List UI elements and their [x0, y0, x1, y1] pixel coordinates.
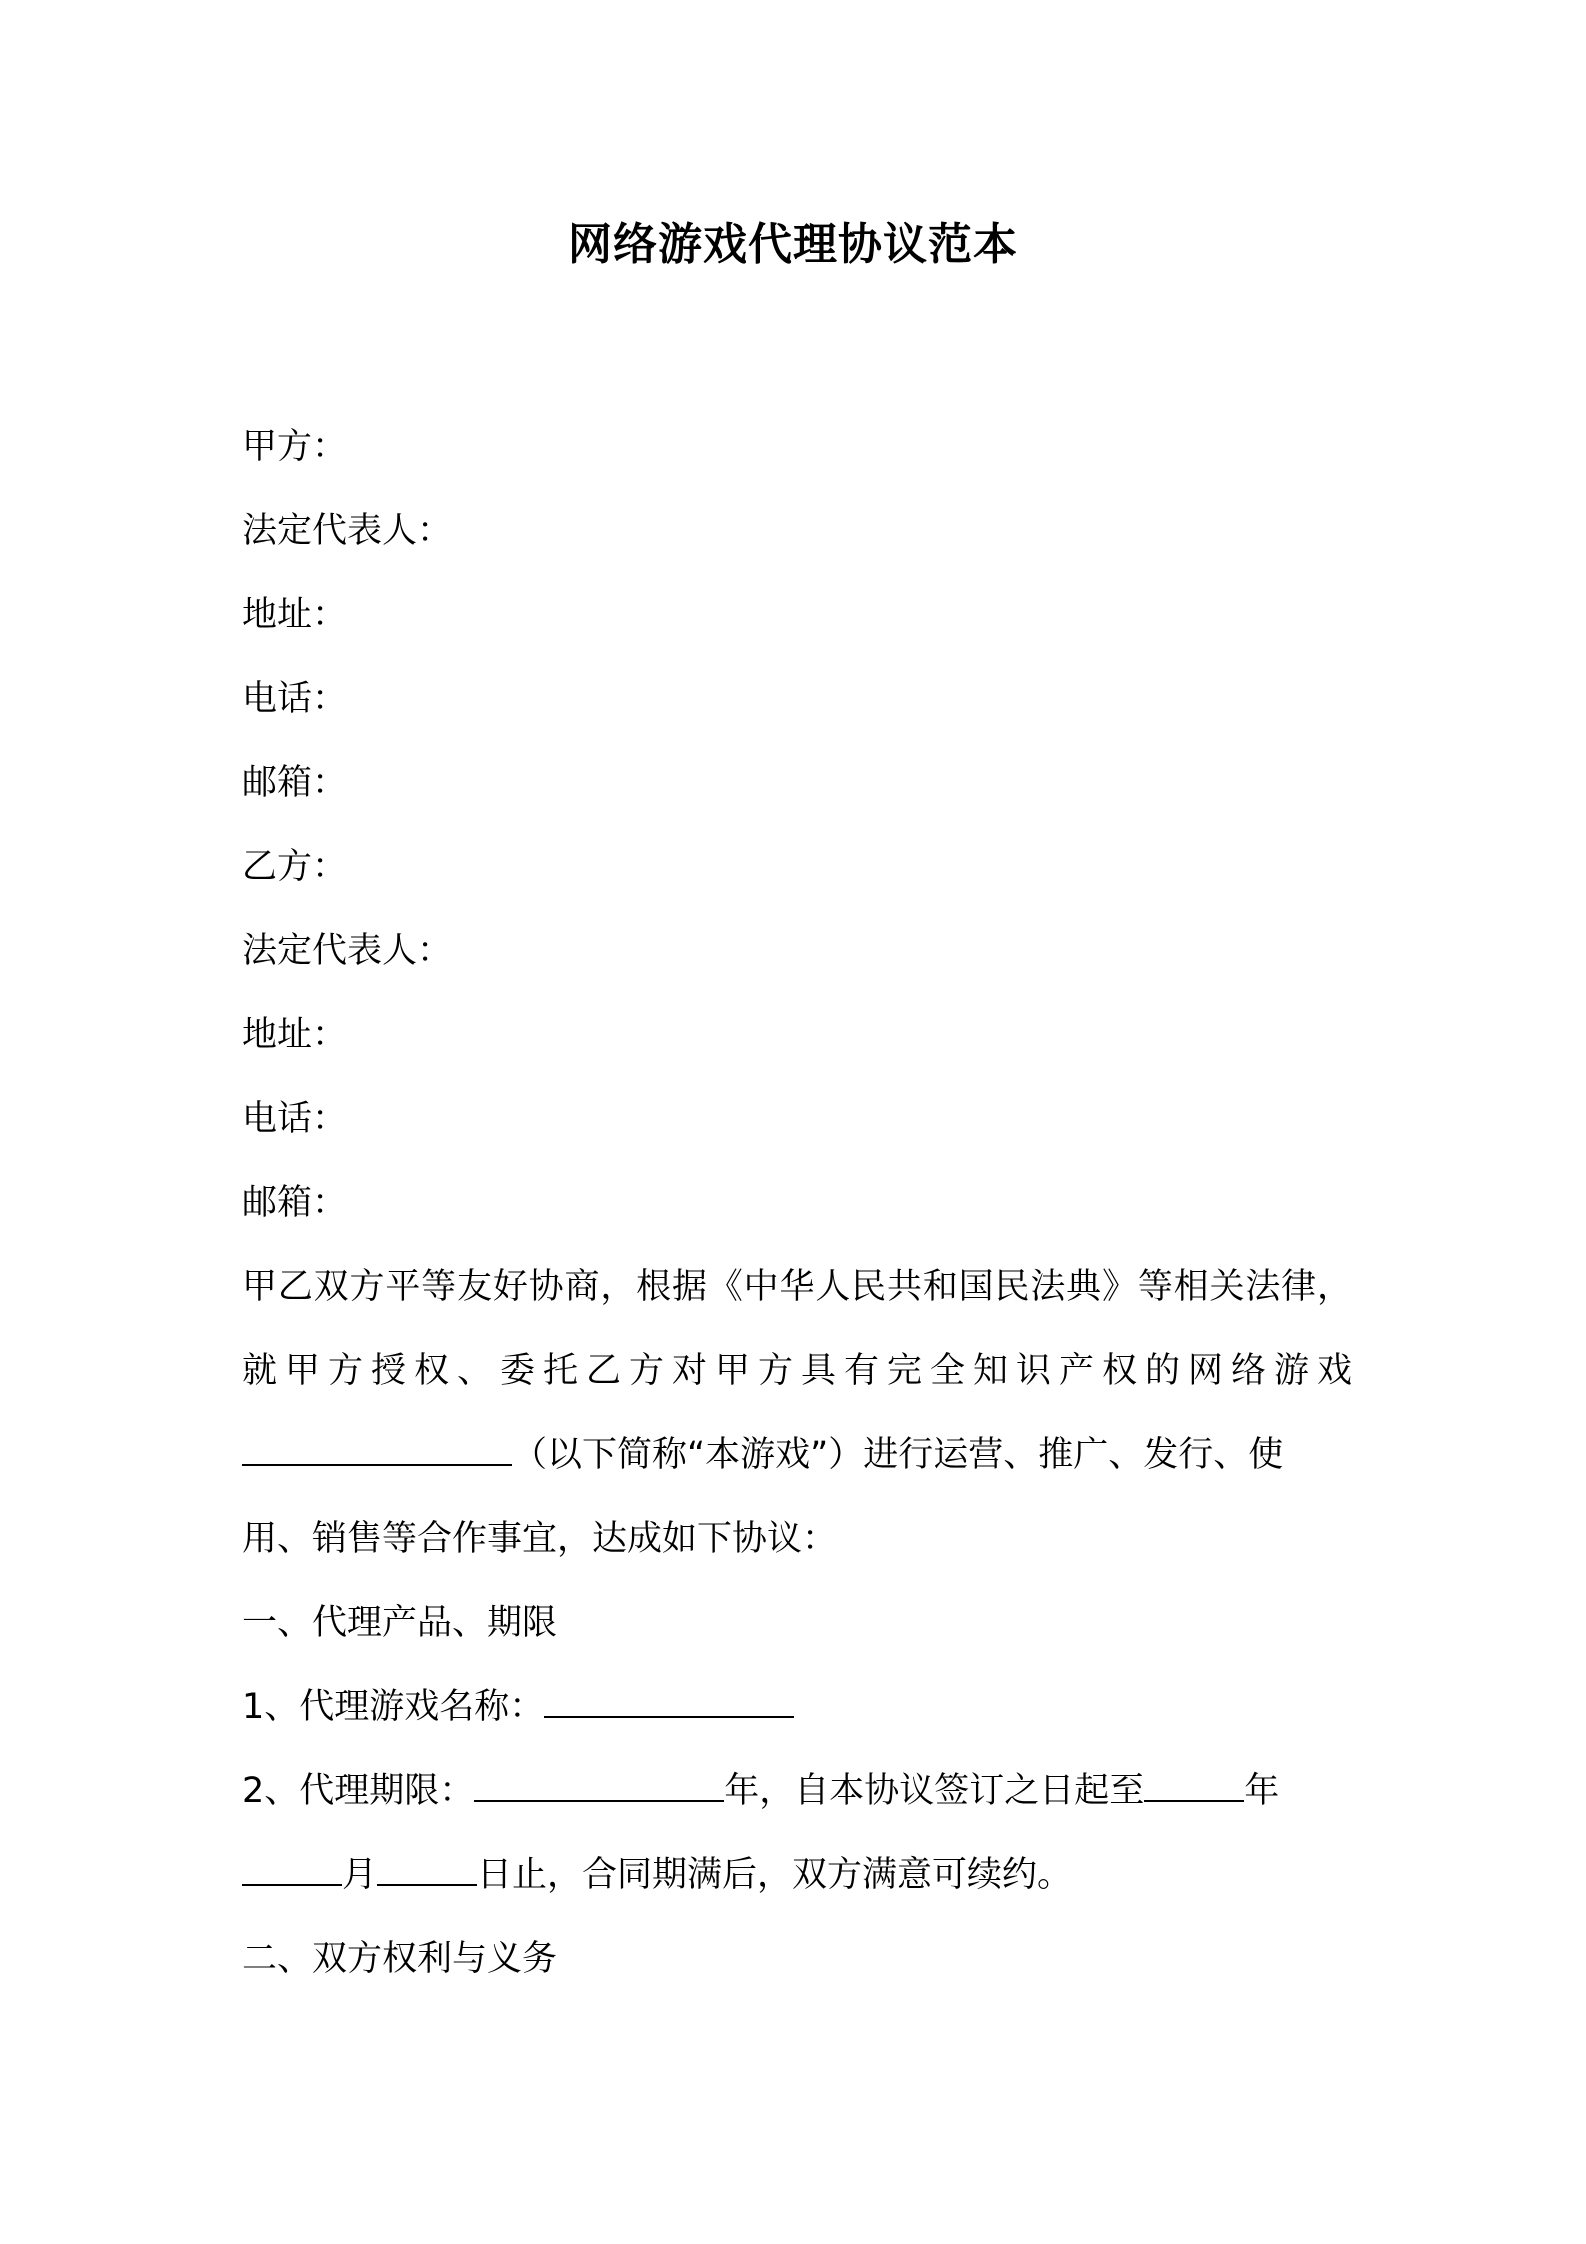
game-name-blank: [242, 1434, 512, 1466]
party-b-representative: 法定代表人：: [242, 931, 453, 971]
party-b-phone: 电话：: [242, 1099, 348, 1139]
end-month-blank: [242, 1854, 342, 1886]
section-1-item-1: [242, 1665, 1352, 1749]
party-a-address: 地址：: [242, 595, 348, 635]
preamble-line-2: 就甲方授权、委托乙方对甲方具有完全知识产权的网络游戏: [242, 1351, 1352, 1391]
party-a-email: 邮箱：: [242, 763, 348, 803]
section-2-heading: 二、双方权利与义务: [242, 1939, 558, 1979]
party-a-phone: 电话：: [242, 679, 348, 719]
preamble-line-4: 用、销售等合作事宜，达成如下协议：: [242, 1519, 838, 1559]
section-1-item-2: [242, 1749, 1352, 1833]
section-1-heading: 一、代理产品、期限: [242, 1603, 558, 1643]
document-body: [242, 405, 1352, 2001]
item-2-year-text: 年: [1244, 1771, 1280, 1811]
item-2-month-text: 月: [342, 1855, 378, 1895]
end-day-blank: [377, 1854, 477, 1886]
item-1-label: 1、代理游戏名称：: [242, 1687, 545, 1727]
party-a-representative: 法定代表人：: [242, 511, 453, 551]
party-a-label: 甲方：: [242, 427, 348, 467]
end-year-blank: [1144, 1770, 1244, 1802]
party-b-address: 地址：: [242, 1015, 348, 1055]
item-2-label: 2、代理期限：: [242, 1771, 475, 1811]
item-2-day-text: 日止，合同期满后，双方满意可续约。: [477, 1855, 1073, 1895]
document-title: 网络游戏代理协议范本: [568, 219, 1018, 270]
preamble-line-3: [242, 1413, 1352, 1497]
section-1-item-2-continued: [242, 1833, 1352, 1917]
party-b-label: 乙方：: [242, 847, 348, 887]
preamble-line-3-text: （以下简称“本游戏”）进行运营、推广、发行、使: [512, 1435, 1284, 1475]
party-b-email: 邮箱：: [242, 1183, 348, 1223]
preamble-line-1: 甲乙双方平等友好协商，根据《中华人民共和国民法典》等相关法律，: [242, 1267, 1352, 1307]
term-years-blank: [474, 1770, 724, 1802]
item-2-years-text: 年，自本协议签订之日起至: [724, 1771, 1145, 1811]
agent-game-name-blank: [544, 1686, 794, 1718]
